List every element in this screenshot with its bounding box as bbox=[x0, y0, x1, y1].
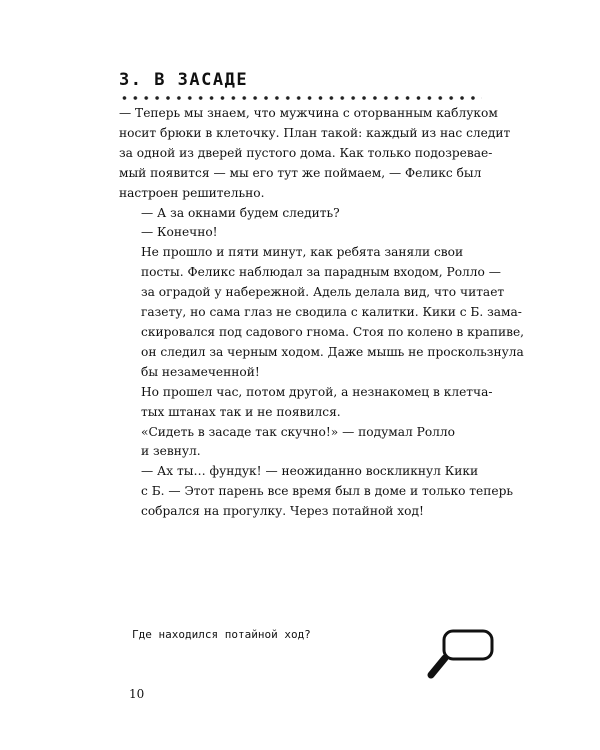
text-line: бы незамеченной! bbox=[141, 364, 260, 379]
paragraph bbox=[119, 383, 493, 423]
chapter-title: 3. В ЗАСАДЕ bbox=[119, 70, 249, 90]
paragraph bbox=[119, 104, 511, 204]
text-line: настроен решительно. bbox=[119, 185, 265, 200]
magnifier-icon bbox=[424, 628, 496, 684]
paragraph bbox=[119, 223, 482, 243]
dotted-divider bbox=[119, 95, 482, 101]
text-line: Не прошло и пяти минут, как ребята заняли свои bbox=[141, 245, 464, 260]
text-line: за оградой у набережной. Адель делала вид, что читает bbox=[141, 285, 505, 300]
text-line: носит брюки в клеточку. План такой: каждый из нас следит bbox=[119, 125, 511, 140]
story-text bbox=[119, 104, 525, 522]
text-line: — А за окнами будем следить? bbox=[141, 205, 340, 220]
text-line: — Теперь мы знаем, что мужчина с оторванным каблуком bbox=[119, 106, 498, 120]
magnifier-lens bbox=[444, 631, 492, 659]
magnifier-handle bbox=[431, 658, 445, 675]
text-line: Но прошел час, потом другой, а незнакомец в клетча- bbox=[141, 384, 493, 399]
paragraph bbox=[119, 204, 482, 224]
text-line: «Сидеть в засаде так скучно!» — подумал Ролло bbox=[141, 424, 455, 439]
text-line: тых штанах так и не появился. bbox=[141, 404, 341, 419]
text-line: собрался на прогулку. Через потайной ход! bbox=[141, 504, 424, 519]
text-line: и зевнул. bbox=[141, 444, 201, 459]
paragraph bbox=[119, 462, 514, 522]
text-line: газету, но сама глаз не сводила с калитки. Кики с Б. зама- bbox=[141, 305, 522, 320]
text-line: — Ах ты… фундук! — неожиданно воскликнул Кики bbox=[141, 464, 479, 479]
text-line: посты. Феликс наблюдал за парадным входом, Ролло — bbox=[141, 265, 501, 280]
text-line: скировался под садового гнома. Стоя по колено в крапиве, bbox=[141, 324, 525, 339]
riddle-question: Где находился потайной ход? bbox=[132, 628, 311, 641]
text-line: с Б. — Этот парень все время был в доме и только теперь bbox=[141, 484, 514, 499]
text-line: он следил за черным ходом. Даже мышь не проскользнула bbox=[141, 344, 524, 359]
page-number: 10 bbox=[129, 687, 145, 701]
text-line: за одной из дверей пустого дома. Как только подозревае- bbox=[119, 145, 493, 160]
text-line: — Конечно! bbox=[141, 225, 218, 240]
text-line: мый появится — мы его тут же поймаем, — Феликс был bbox=[119, 165, 482, 180]
paragraph bbox=[119, 423, 482, 463]
paragraph bbox=[119, 243, 525, 382]
